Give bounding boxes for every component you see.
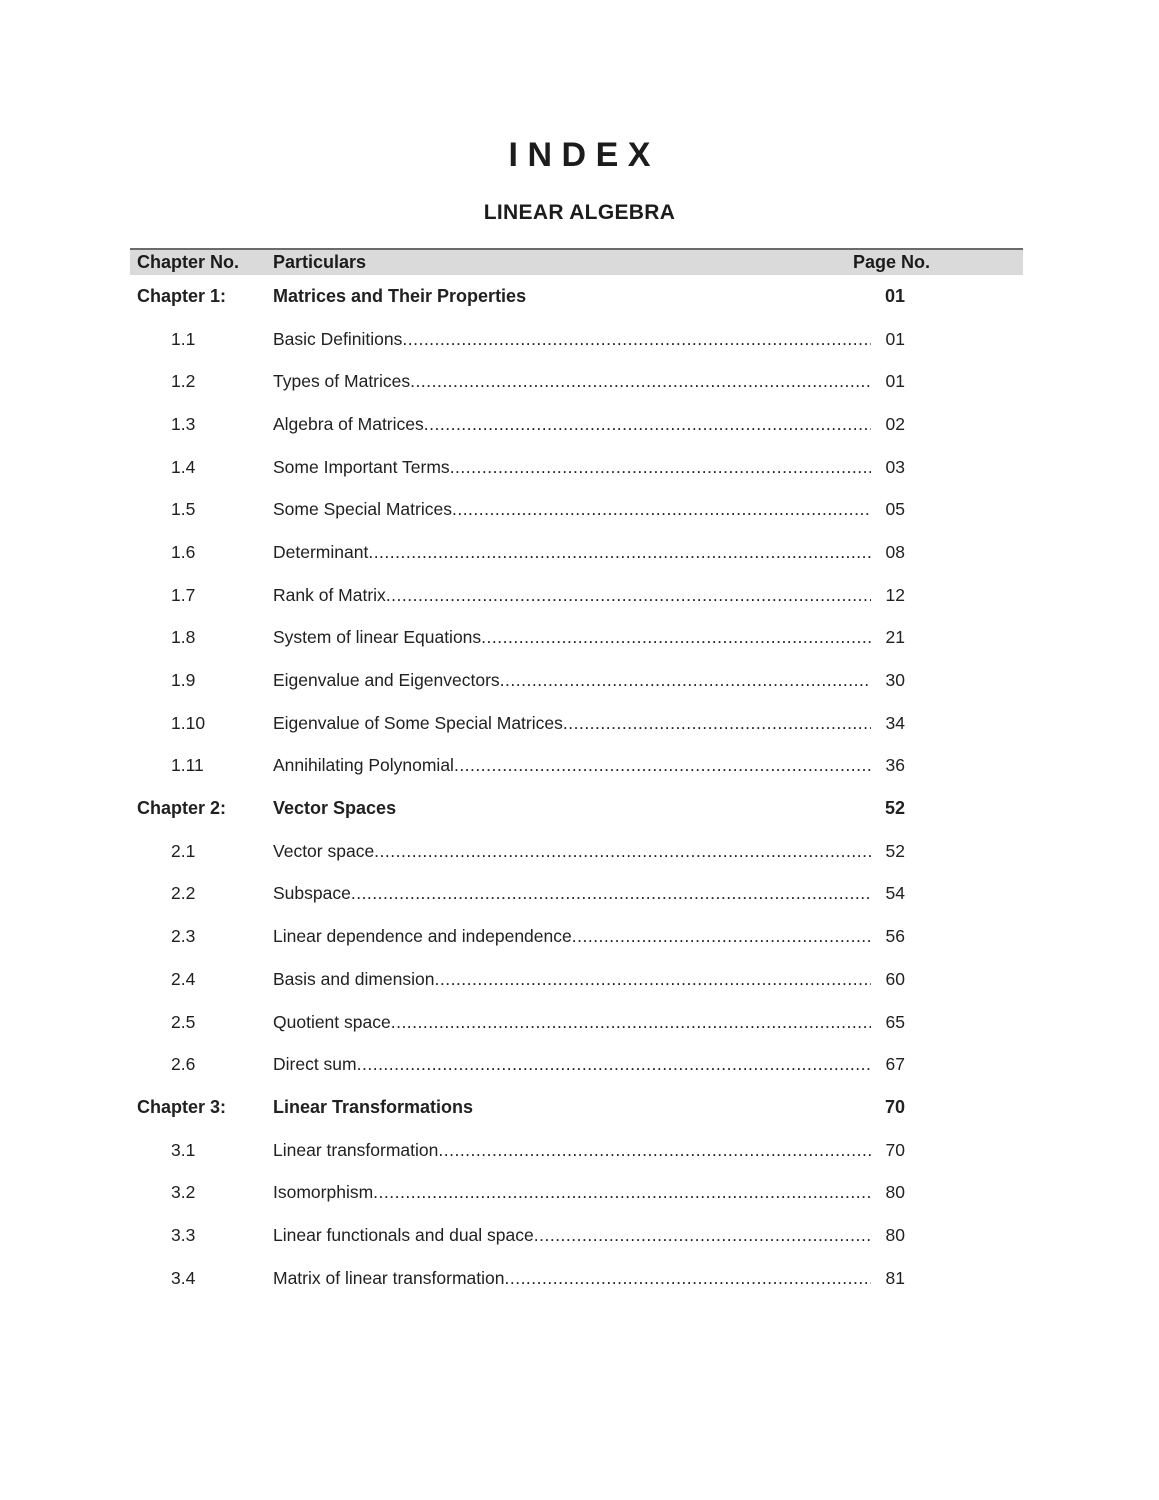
row-title-text: Linear dependence and independence	[273, 926, 572, 947]
dot-leader	[563, 713, 871, 734]
dot-leader	[454, 755, 871, 776]
row-number: 3.1	[171, 1139, 196, 1160]
row-page: 08	[885, 541, 905, 562]
row-title	[273, 414, 871, 435]
row-title	[273, 841, 871, 862]
row-title-text: Some Special Matrices	[273, 499, 452, 520]
row-page: 01	[885, 328, 905, 349]
toc-item-row	[130, 1001, 1023, 1044]
toc-header-row	[130, 248, 1023, 275]
dot-leader	[473, 1097, 871, 1118]
row-title-text: Some Important Terms	[273, 456, 450, 477]
row-number: 3.3	[171, 1224, 196, 1245]
toc-item-row	[130, 873, 1023, 916]
row-page: 12	[885, 584, 905, 605]
row-title	[273, 926, 871, 947]
toc-item-row	[130, 1257, 1023, 1300]
row-number: 1.6	[171, 541, 196, 562]
row-title	[273, 670, 871, 691]
chapter-row	[130, 787, 1023, 830]
toc-item-row	[130, 659, 1023, 702]
row-number: Chapter 1:	[137, 285, 227, 306]
row-page: 01	[885, 371, 905, 392]
row-title	[273, 286, 871, 307]
row-title-text: Eigenvalue of Some Special Matrices	[273, 712, 563, 733]
dot-leader	[526, 286, 871, 307]
row-page: 52	[885, 840, 905, 861]
row-number: 1.11	[171, 755, 204, 776]
row-number: 1.4	[171, 456, 196, 477]
toc-item-row	[130, 1043, 1023, 1086]
toc-item-row	[130, 1129, 1023, 1172]
dot-leader	[450, 457, 871, 478]
row-title-text: System of linear Equations	[273, 627, 482, 648]
row-title-text: Direct sum	[273, 1054, 357, 1075]
row-title	[273, 1012, 871, 1033]
dot-leader	[374, 841, 871, 862]
toc-item-row	[130, 360, 1023, 403]
toc-item-row	[130, 830, 1023, 873]
chapter-row	[130, 275, 1023, 318]
row-page: 21	[885, 627, 905, 648]
dot-leader	[452, 499, 871, 520]
row-number: 1.3	[171, 413, 196, 434]
row-title	[273, 499, 871, 520]
header-chapter-no: Chapter No.	[137, 252, 240, 272]
row-page: 34	[885, 712, 905, 733]
row-page: 70	[885, 1139, 905, 1160]
row-number: 2.3	[171, 926, 196, 947]
dot-leader	[368, 542, 871, 563]
row-title	[273, 457, 871, 478]
row-page: 70	[884, 1096, 905, 1117]
row-title	[273, 1182, 871, 1203]
row-title	[273, 585, 871, 606]
dot-leader	[438, 1140, 871, 1161]
row-title	[273, 883, 871, 904]
row-title	[273, 542, 871, 563]
row-number: 1.1	[171, 328, 196, 349]
toc-item-row	[130, 745, 1023, 788]
toc-item-row	[130, 488, 1023, 531]
row-title-text: Matrix of linear transformation	[273, 1267, 505, 1288]
toc-table	[130, 248, 1023, 1300]
row-number: 2.2	[171, 883, 196, 904]
row-page: 80	[885, 1182, 905, 1203]
row-page: 01	[884, 285, 905, 306]
row-title-text: Linear functionals and dual space	[273, 1224, 534, 1245]
dot-leader	[357, 1054, 871, 1075]
dot-leader	[396, 798, 871, 819]
toc-item-row	[130, 617, 1023, 660]
row-title-text: Linear Transformations	[273, 1096, 474, 1117]
row-title	[273, 713, 871, 734]
dot-leader	[386, 585, 871, 606]
row-title	[273, 1268, 871, 1289]
row-title-text: Linear transformation	[273, 1139, 439, 1160]
toc-item-row	[130, 958, 1023, 1001]
toc-item-row	[130, 446, 1023, 489]
dot-leader	[391, 1012, 871, 1033]
row-number: 2.5	[171, 1011, 196, 1032]
toc-item-row	[130, 915, 1023, 958]
row-title	[273, 1054, 871, 1075]
row-title	[273, 627, 871, 648]
dot-leader	[410, 371, 871, 392]
toc-rows	[130, 275, 1023, 1300]
row-number: 1.9	[171, 670, 196, 691]
dot-leader	[504, 1268, 871, 1289]
row-title	[273, 1097, 871, 1118]
row-title	[273, 755, 871, 776]
row-page: 02	[885, 413, 905, 434]
row-number: 1.8	[171, 627, 196, 648]
dot-leader	[500, 670, 871, 691]
toc-item-row	[130, 1171, 1023, 1214]
row-title-text: Annihilating Polynomial	[273, 755, 454, 776]
toc-item-row	[130, 1214, 1023, 1257]
row-title-text: Vector Spaces	[273, 798, 397, 819]
row-number: 1.7	[171, 584, 196, 605]
row-number: 1.5	[171, 499, 196, 520]
row-title-text: Subspace	[273, 883, 351, 904]
header-page-no: Page No.	[852, 252, 930, 272]
row-title-text: Basic Definitions	[273, 328, 403, 349]
row-page: 54	[885, 883, 905, 904]
row-title	[273, 969, 871, 990]
dot-leader	[572, 926, 871, 947]
row-title	[273, 329, 871, 350]
page-subtitle: LINEAR ALGEBRA	[483, 201, 676, 224]
toc-item-row	[130, 403, 1023, 446]
row-title	[273, 798, 871, 819]
row-title-text: Quotient space	[273, 1011, 391, 1032]
dot-leader	[434, 969, 871, 990]
row-number: 2.1	[171, 840, 196, 861]
page-title: INDEX	[508, 136, 661, 174]
row-title-text: Algebra of Matrices	[273, 413, 424, 434]
row-number: 1.10	[171, 712, 206, 733]
row-page: 52	[884, 798, 905, 819]
row-title-text: Isomorphism	[273, 1182, 374, 1203]
row-page: 81	[885, 1267, 905, 1288]
row-number: 2.4	[171, 968, 196, 989]
row-page: 67	[885, 1054, 905, 1075]
row-number: 3.2	[171, 1182, 196, 1203]
row-page: 03	[885, 456, 905, 477]
row-title-text: Vector space	[273, 840, 375, 861]
row-page: 36	[885, 755, 905, 776]
dot-leader	[402, 329, 871, 350]
row-page: 56	[885, 926, 905, 947]
row-page: 65	[885, 1011, 905, 1032]
row-title-text: Determinant	[273, 541, 369, 562]
row-title	[273, 371, 871, 392]
row-title	[273, 1225, 871, 1246]
row-page: 30	[885, 670, 905, 691]
dot-leader	[424, 414, 871, 435]
row-number: 2.6	[171, 1054, 196, 1075]
toc-item-row	[130, 702, 1023, 745]
dot-leader	[534, 1225, 871, 1246]
dot-leader	[373, 1182, 871, 1203]
row-title-text: Basis and dimension	[273, 968, 435, 989]
header-particulars: Particulars	[273, 252, 367, 272]
toc-item-row	[130, 531, 1023, 574]
chapter-row	[130, 1086, 1023, 1129]
toc-item-row	[130, 318, 1023, 361]
row-title-text: Eigenvalue and Eigenvectors	[273, 670, 500, 691]
row-number: Chapter 2:	[137, 798, 227, 819]
row-page: 60	[885, 968, 905, 989]
row-number: 1.2	[171, 371, 196, 392]
row-title-text: Matrices and Their Properties	[273, 285, 527, 306]
row-page: 05	[885, 499, 905, 520]
row-page: 80	[885, 1224, 905, 1245]
row-title	[273, 1140, 871, 1161]
row-title-text: Rank of Matrix	[273, 584, 386, 605]
dot-leader	[351, 883, 871, 904]
row-number: 3.4	[171, 1267, 196, 1288]
toc-item-row	[130, 574, 1023, 617]
dot-leader	[481, 627, 871, 648]
row-number: Chapter 3:	[137, 1096, 227, 1117]
row-title-text: Types of Matrices	[273, 371, 411, 392]
